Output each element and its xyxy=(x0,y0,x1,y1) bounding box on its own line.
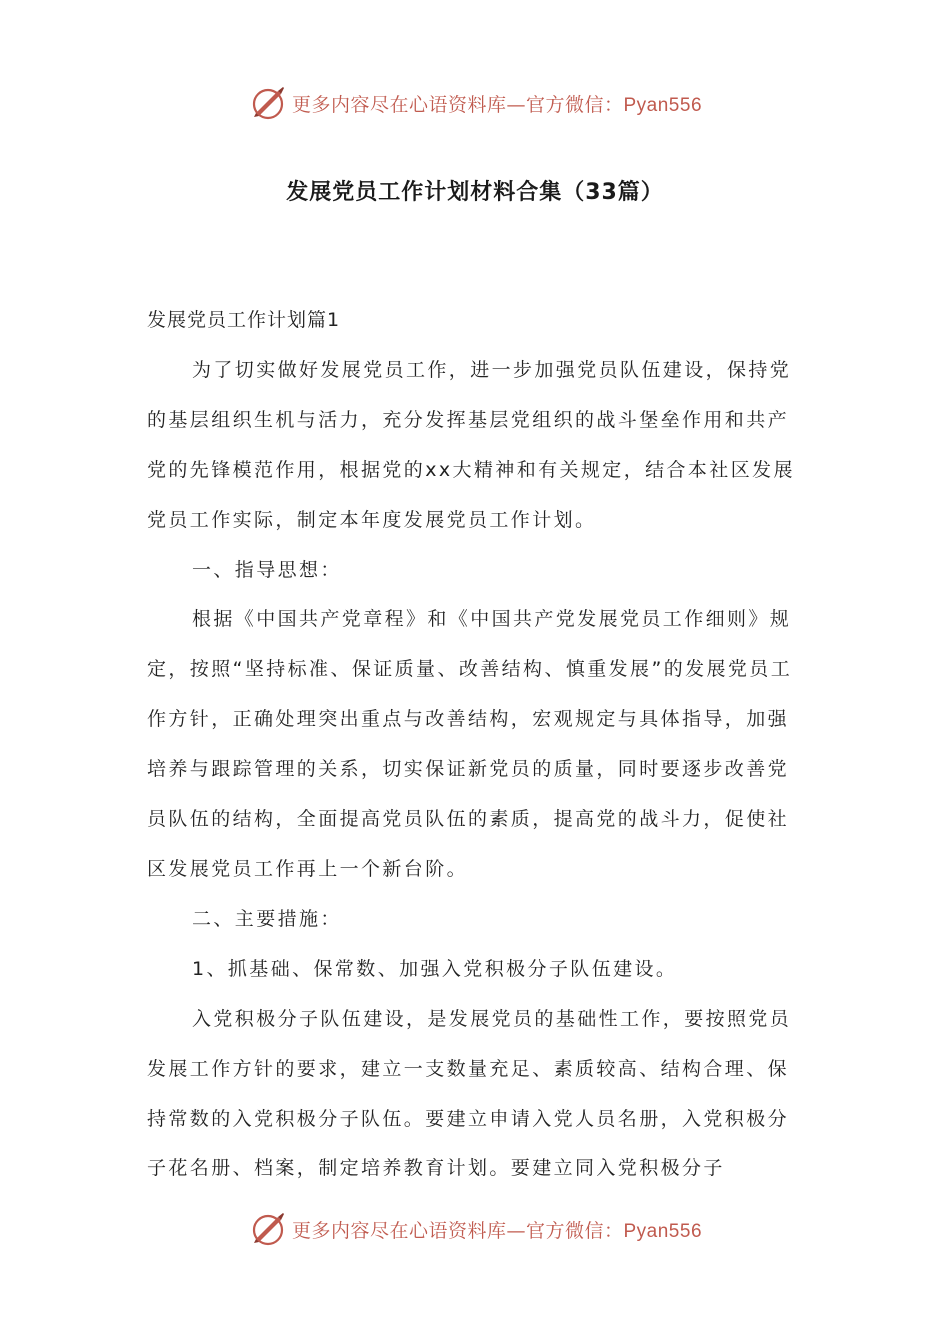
watermark-brand: Pyan556 xyxy=(623,1220,703,1242)
section-heading: 发展党员工作计划篇1 xyxy=(147,309,341,331)
paragraph-measure-1-heading: 1、抓基础、保常数、加强入党积极分子队伍建设。 xyxy=(192,957,678,980)
watermark-text: 更多内容尽在心语资料库—官方微信：Pyan556 xyxy=(291,1219,703,1242)
document-body xyxy=(147,296,807,1194)
watermark-text: 更多内容尽在心语资料库—官方微信：Pyan556 xyxy=(291,93,703,116)
paragraph-heading-guiding-thought: 一、指导思想： xyxy=(192,558,342,581)
paragraph-heading-main-measures: 二、主要措施： xyxy=(192,907,342,930)
document-title: 发展党员工作计划材料合集（33篇） xyxy=(286,180,664,205)
paragraph-guiding-thought: 根据《中国共产党章程》和《中国共产党发展党员工作细则》规定，按照“坚持标准、保证质量、改善结构、慎重发展”的发展党员工作方针，正确处理突出重点与改善结构，宏观规定与具体指导，加强培养与跟踪管理的关系，切实保证新党员的质量，同时要逐步改善党员队伍的结构，全面提高党员队伍的素质，提高党的战斗力，促使社区发展党员工作再上一个新台阶。 xyxy=(147,608,793,880)
pen-in-circle-icon xyxy=(248,1209,288,1249)
pen-in-circle-icon xyxy=(248,83,288,123)
footer-watermark-banner xyxy=(0,1206,950,1252)
paragraph-measure-1-body: 入党积极分子队伍建设，是发展党员的基础性工作，要按照党员发展工作方针的要求，建立一支数量充足、素质较高、结构合理、保持常数的入党积极分子队伍。要建立申请入党人员名册，入党积极分子花名册、档案，制定培养教育计划。要建立同入党积极分子 xyxy=(147,1007,792,1180)
header-watermark-banner xyxy=(0,80,950,126)
paragraph-intro: 为了切实做好发展党员工作，进一步加强党员队伍建设，保持党的基层组织生机与活力，充分发挥基层党组织的战斗堡垒作用和共产党的先锋模范作用，根据党的xx大精神和有关规定，结合本社区发展党员工作实际，制定本年度发展党员工作计划。 xyxy=(147,358,795,531)
watermark-brand: Pyan556 xyxy=(623,94,703,116)
